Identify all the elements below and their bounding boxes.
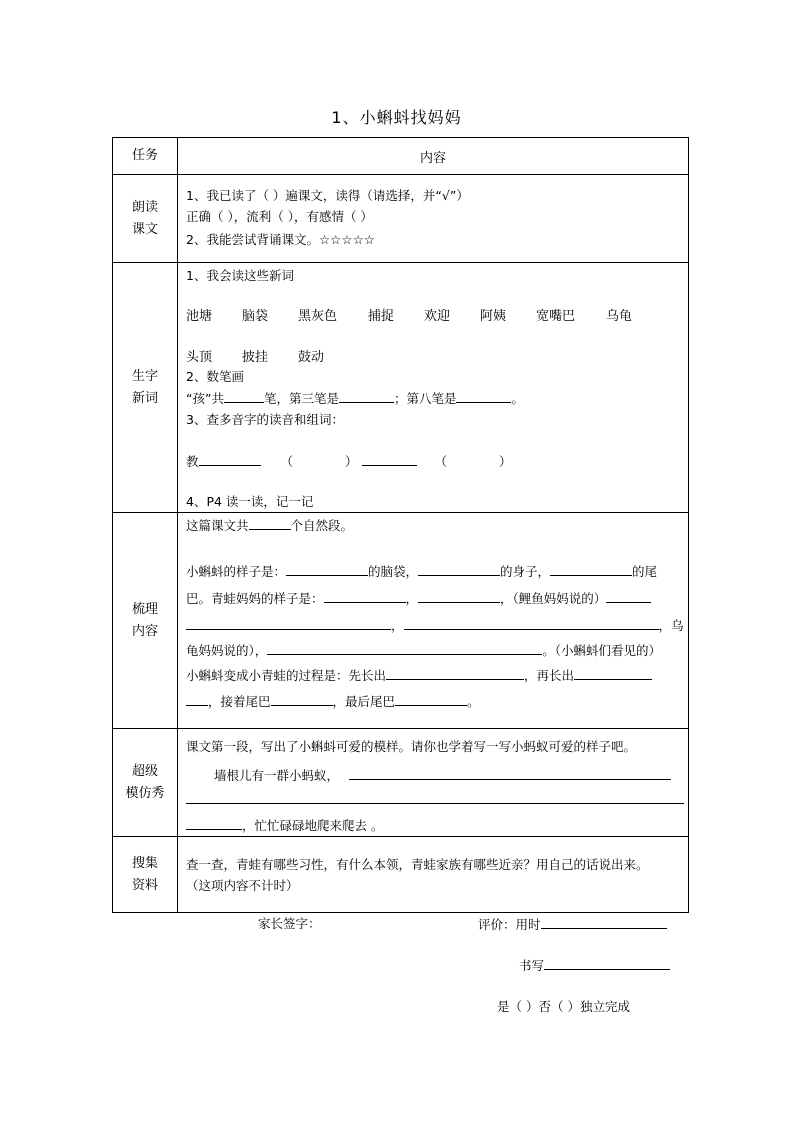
collect-line2: （这项内容不计时） bbox=[186, 878, 299, 893]
review-text: 巴。青蛙妈妈的样子是： bbox=[186, 591, 324, 606]
vocab-word: 池塘 bbox=[186, 309, 213, 324]
review-line3 bbox=[186, 588, 651, 607]
task-review-l2: 内容 bbox=[131, 623, 158, 639]
blank[interactable] bbox=[339, 388, 394, 403]
content-review bbox=[178, 513, 689, 729]
review-text: ，再长出 bbox=[524, 668, 575, 683]
blank[interactable] bbox=[574, 665, 652, 680]
blank[interactable] bbox=[418, 561, 500, 576]
writing-label: 书写 bbox=[519, 958, 545, 973]
task-collect-l1: 搜集 bbox=[131, 855, 158, 871]
polyphone-line bbox=[186, 451, 512, 470]
collect-line1: 查一查，青蛙有哪些习性，有什么本领，青蛙家族有哪些近亲？用自己的话说出来。 bbox=[186, 857, 649, 872]
task-collect bbox=[113, 837, 178, 913]
vocab-word: 头顶 bbox=[186, 350, 213, 365]
vocab-word: 披挂 bbox=[242, 350, 269, 365]
task-review bbox=[113, 513, 178, 729]
review-line7 bbox=[186, 691, 480, 710]
review-text: ，（鲤鱼妈妈说的） bbox=[500, 591, 607, 606]
blank[interactable] bbox=[186, 815, 242, 830]
eval-time bbox=[478, 914, 667, 933]
page-title: 1、小蝌蚪找妈妈 bbox=[331, 108, 462, 127]
vocab-word: 乌龟 bbox=[606, 309, 633, 324]
review-line5 bbox=[186, 640, 661, 659]
task-review-l1: 梳理 bbox=[131, 601, 158, 617]
header-content: 内容 bbox=[178, 138, 689, 175]
review-text: 个自然段。 bbox=[290, 518, 354, 533]
blank[interactable] bbox=[186, 691, 208, 706]
review-text: ，最后尾巴 bbox=[332, 694, 396, 709]
eval-writing bbox=[519, 955, 670, 974]
review-text: 龟妈妈说的）， bbox=[186, 643, 268, 658]
task-reading bbox=[113, 175, 178, 263]
task-collect-l2: 资料 bbox=[131, 877, 158, 893]
reading-line1: 1、我已读了（ ）遍课文，读得（请选择，并“√”） bbox=[186, 188, 469, 203]
blank[interactable] bbox=[541, 914, 667, 929]
content-reading bbox=[178, 175, 689, 263]
imitate-line2 bbox=[214, 765, 671, 784]
task-vocab bbox=[113, 263, 178, 513]
task-reading-l2: 课文 bbox=[131, 221, 158, 237]
review-text: ， bbox=[391, 618, 404, 633]
blank[interactable] bbox=[267, 640, 542, 655]
blank[interactable] bbox=[395, 691, 467, 706]
review-text: 的脑袋， bbox=[368, 564, 419, 579]
blank[interactable] bbox=[286, 561, 368, 576]
independent-complete: 是（ ）否（ ）独立完成 bbox=[497, 999, 630, 1014]
task-imitate bbox=[113, 729, 178, 837]
vocab-word: 脑袋 bbox=[242, 309, 269, 324]
blank[interactable] bbox=[224, 388, 264, 403]
strokes-text-d: 。 bbox=[511, 391, 524, 406]
review-line6 bbox=[186, 665, 652, 684]
blank[interactable] bbox=[186, 789, 684, 804]
imitate-text: 墙根儿有一群小蚂蚁， bbox=[214, 768, 340, 783]
blank[interactable] bbox=[456, 388, 511, 403]
task-vocab-l2: 新词 bbox=[131, 390, 158, 406]
blank[interactable] bbox=[418, 588, 500, 603]
review-line1 bbox=[186, 515, 353, 534]
blank[interactable] bbox=[199, 451, 261, 466]
imitate-line1: 课文第一段，写出了小蝌蚪可爱的模样。请你也学着写一写小蚂蚁可爱的样子吧。 bbox=[186, 739, 637, 754]
eval-time-label: 评价：用时 bbox=[478, 917, 541, 932]
paren-close: ） bbox=[345, 454, 358, 469]
content-collect bbox=[178, 837, 689, 913]
paren-open: （ bbox=[280, 454, 293, 469]
review-text: 的尾 bbox=[632, 564, 658, 579]
reading-line2: 正确（ ），流利（ ），有感情（ ） bbox=[186, 209, 373, 224]
paren-close: ） bbox=[498, 454, 512, 469]
header-task: 任务 bbox=[113, 138, 178, 175]
task-reading-l1: 朗读 bbox=[131, 199, 158, 215]
worksheet-table bbox=[112, 137, 689, 913]
vocab-line2: 2、数笔画 bbox=[186, 369, 244, 384]
vocab-word: 欢迎 bbox=[424, 309, 451, 324]
strokes-line bbox=[186, 388, 524, 407]
blank[interactable] bbox=[349, 765, 671, 780]
content-vocab bbox=[178, 263, 689, 513]
vocab-line1: 1、我会读这些新词 bbox=[186, 268, 294, 283]
blank[interactable] bbox=[606, 588, 651, 603]
blank[interactable] bbox=[186, 615, 391, 630]
review-line2 bbox=[186, 561, 657, 580]
strokes-text-c: ；第八笔是 bbox=[393, 391, 457, 406]
review-line4 bbox=[186, 615, 684, 634]
review-text: 。（小蝌蚪们看见的） bbox=[542, 643, 662, 658]
strokes-text-a: “孩”共 bbox=[186, 391, 224, 406]
vocab-line4: 4、P4 读一读，记一记 bbox=[186, 494, 314, 509]
blank[interactable] bbox=[404, 615, 659, 630]
review-text: 小蝌蚪变成小青蛙的过程是：先长出 bbox=[186, 668, 387, 683]
blank[interactable] bbox=[386, 665, 524, 680]
task-imitate-l2: 模仿秀 bbox=[125, 785, 165, 801]
parent-signature: 家长签字： bbox=[258, 916, 321, 931]
content-imitate bbox=[178, 729, 689, 837]
blank[interactable] bbox=[550, 561, 632, 576]
review-text: 这篇课文共 bbox=[186, 518, 249, 533]
poly-char: 教 bbox=[186, 454, 199, 469]
review-text: 小蝌蚪的样子是： bbox=[186, 564, 287, 579]
reading-line3: 2、我能尝试背诵课文。☆☆☆☆☆ bbox=[186, 232, 375, 247]
task-vocab-l1: 生字 bbox=[131, 368, 158, 384]
vocab-word: 阿姨 bbox=[480, 309, 507, 324]
blank[interactable] bbox=[324, 588, 406, 603]
blank[interactable] bbox=[249, 515, 291, 530]
task-imitate-l1: 超级 bbox=[131, 763, 158, 779]
vocab-line3: 3、查多音字的读音和组词： bbox=[186, 412, 344, 427]
blank[interactable] bbox=[544, 955, 670, 970]
imitate-text: ，忙忙碌碌地爬来爬去 。 bbox=[242, 818, 384, 833]
imitate-line3 bbox=[186, 789, 684, 807]
vocab-word: 黑灰色 bbox=[298, 309, 338, 324]
blank[interactable] bbox=[362, 451, 417, 466]
blank[interactable] bbox=[271, 691, 333, 706]
vocab-word: 宽嘴巴 bbox=[536, 309, 576, 324]
imitate-line4 bbox=[186, 815, 383, 834]
review-text: 。 bbox=[467, 694, 480, 709]
review-text: ，接着尾巴 bbox=[208, 694, 271, 709]
vocab-word: 捕捉 bbox=[368, 309, 395, 324]
review-text: ， bbox=[405, 591, 419, 606]
review-text: ，乌 bbox=[658, 618, 684, 633]
paren-open: （ bbox=[434, 454, 447, 469]
strokes-text-b: 笔，第三笔是 bbox=[263, 391, 339, 406]
review-text: 的身子， bbox=[500, 564, 551, 579]
vocab-word: 鼓动 bbox=[298, 350, 325, 365]
